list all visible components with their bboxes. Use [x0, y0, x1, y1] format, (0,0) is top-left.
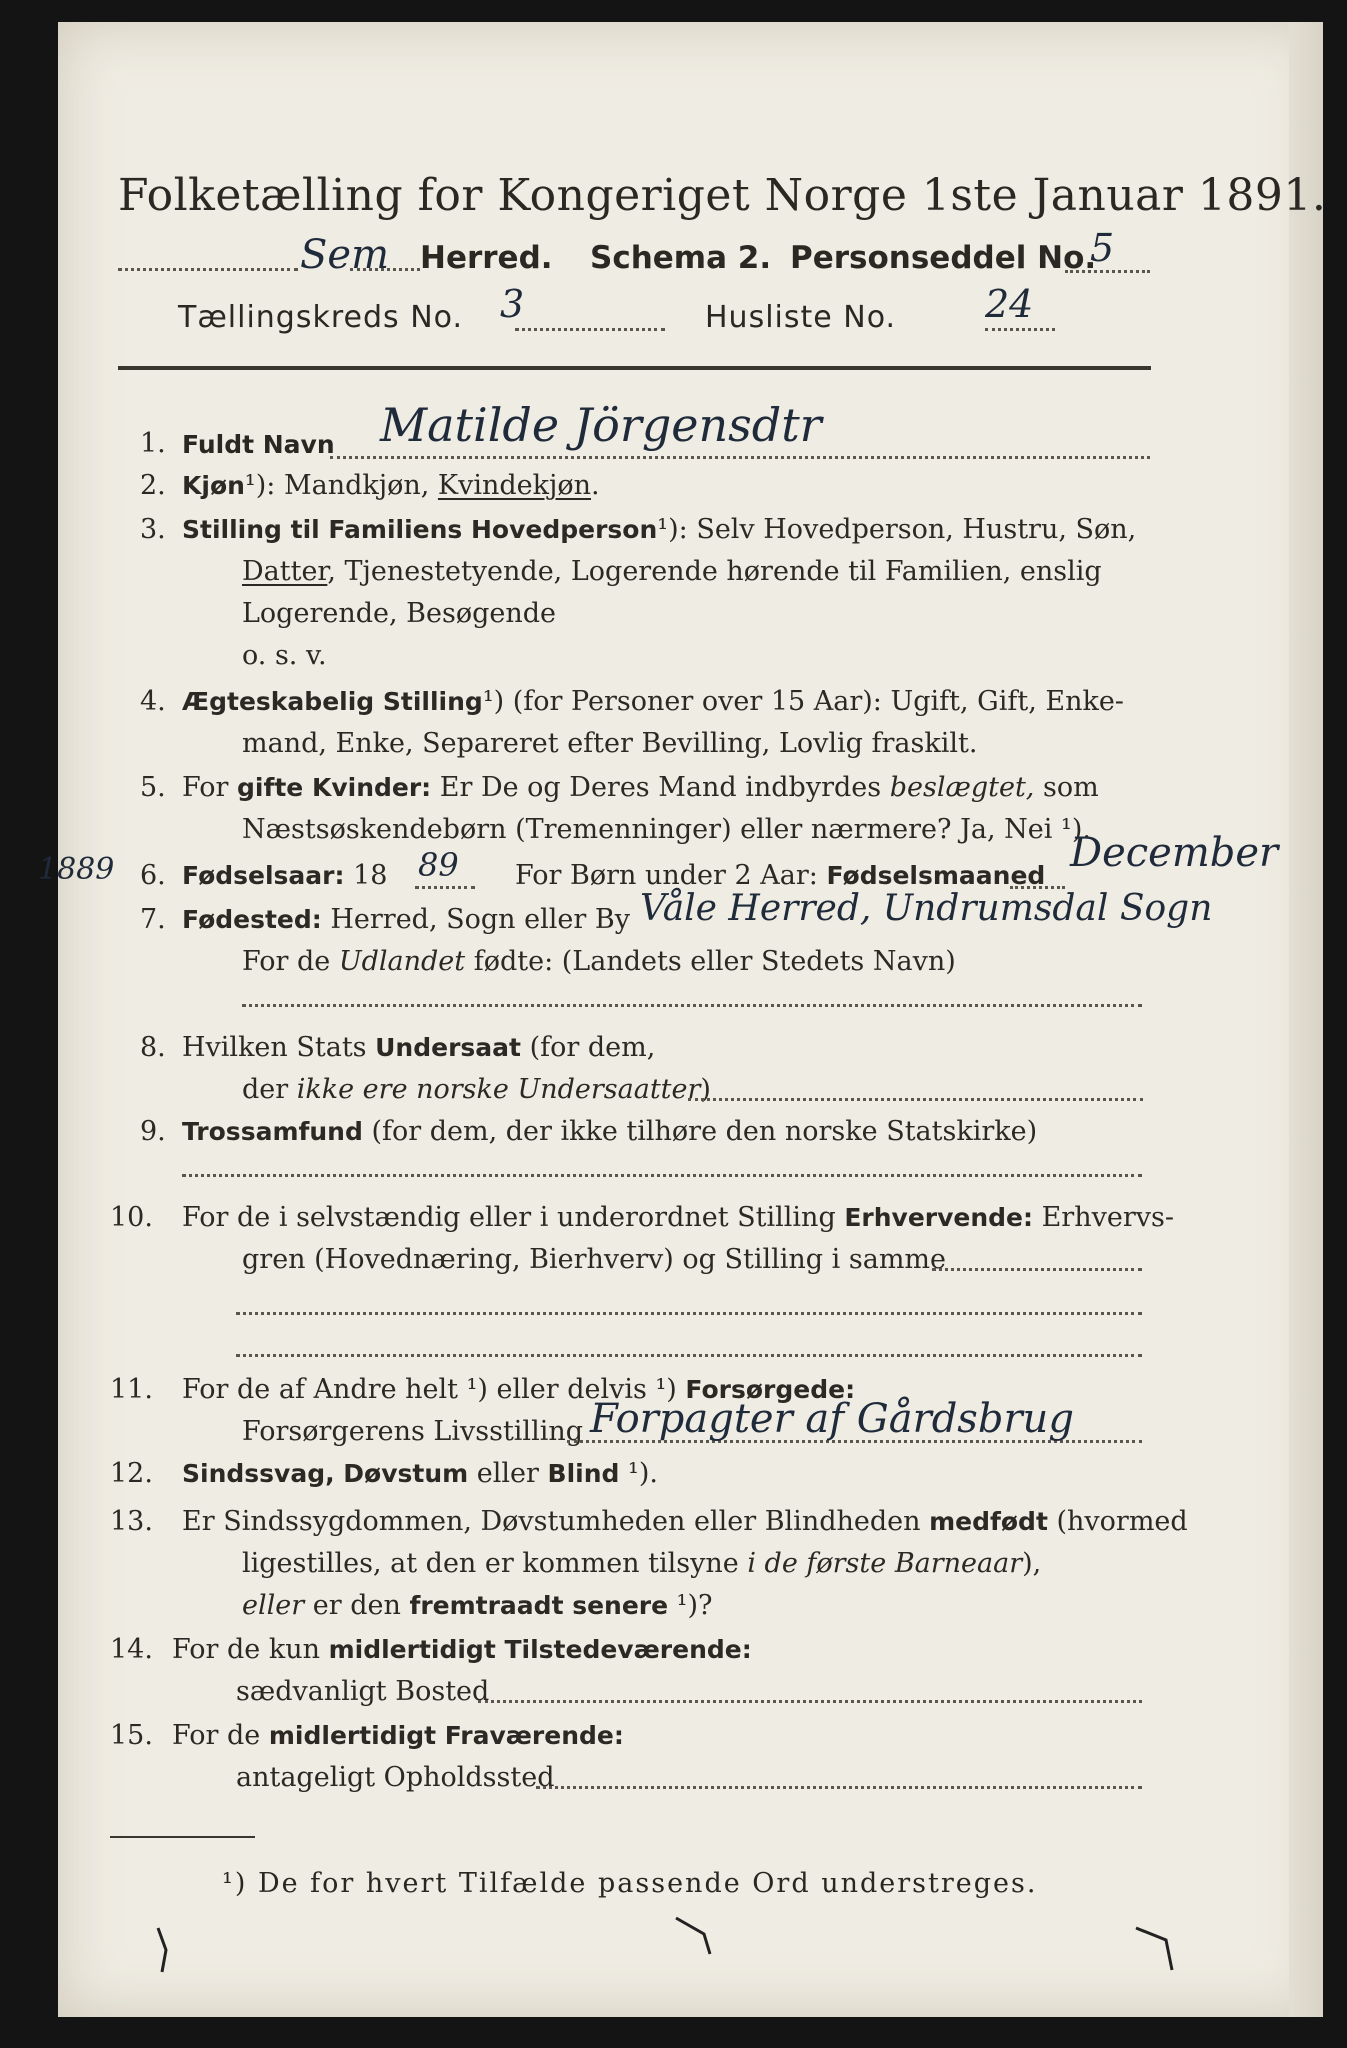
item-13-text-3c: ¹)?: [668, 1590, 713, 1621]
item-15-line-1: [172, 1720, 624, 1751]
item-12-number: 12.: [110, 1458, 153, 1489]
item-15-number: 15.: [110, 1720, 153, 1751]
footnote: ¹) De for hvert Tilfælde passende Ord understreges.: [222, 1868, 1038, 1899]
item-8-text-2b: ikke ere norske Undersaatter: [296, 1074, 701, 1105]
item-7-line-1: [182, 904, 630, 935]
item-7-label: Fødested:: [182, 905, 322, 934]
item-15-line-2: antageligt Opholdssted: [236, 1762, 555, 1793]
item-2-label: Kjøn: [182, 471, 245, 500]
item-13-number: 13.: [110, 1506, 153, 1537]
item-8-text-1a: Hvilken Stats: [182, 1032, 376, 1063]
item-4-line-2: mand, Enke, Separeret efter Bevilling, Lovlig fraskilt.: [242, 728, 978, 759]
item-6-label-group: [182, 860, 387, 891]
item-5-line-1: [182, 772, 1099, 803]
item-3-text-2: , Tjenestetyende, Logerende hørende til Familien, enslig: [327, 556, 1102, 587]
item-2-text-a: ¹): Mandkjøn,: [244, 470, 438, 501]
item-8-number: 8.: [140, 1032, 166, 1063]
item-5-line-2: Næstsøskendebørn (Tremenninger) eller nærmere? Ja, Nei ¹).: [242, 814, 1091, 845]
item-8-line-2: [242, 1074, 711, 1105]
item-6-label: Fødselsaar:: [182, 861, 345, 890]
item-8-text-2a: der: [242, 1074, 297, 1105]
item-4-label: Ægteskabelig Stilling: [182, 687, 483, 716]
item-10-dotted-line-1: [932, 1268, 1142, 1271]
item-10-line-2: gren (Hovednæring, Bierhverv) og Stilling i samme: [242, 1244, 947, 1275]
kreds-dotted-line: [515, 328, 665, 331]
item-4-text-1: ¹) (for Personer over 15 Aar): Ugift, Gift, Enke-: [482, 686, 1124, 717]
husliste-value: 24: [985, 282, 1034, 326]
form-title: Folketælling for Kongeriget Norge 1ste Januar 1891.: [118, 170, 1327, 221]
item-14-line-2: sædvanligt Bosted: [236, 1676, 490, 1707]
item-5-label: gifte Kvinder:: [237, 773, 432, 802]
item-7-value: Våle Herred, Undrumsdal Sogn: [640, 888, 1213, 929]
item-6-label2: Fødselsmaaned: [826, 861, 1046, 890]
item-11-value: Forpagter af Gårdsbrug: [590, 1396, 1074, 1442]
item-12-text-b: ¹).: [619, 1458, 658, 1489]
item-3-line-4: o. s. v.: [242, 640, 327, 671]
herred-dotted-line-2: [350, 268, 420, 271]
item-2-underlined-choice: Kvindekjøn: [437, 470, 592, 501]
item-13-text-2b: i de første Barneaar: [747, 1548, 1023, 1579]
item-13-line-1: [182, 1506, 1188, 1537]
item-6-dotted-line: [415, 886, 475, 889]
item-10-label: Erhvervende:: [844, 1203, 1034, 1232]
item-11-number: 11.: [110, 1374, 153, 1405]
item-13-line-2: [242, 1548, 1041, 1579]
item-2-number: 2.: [140, 470, 166, 501]
item-13-text-2c: ),: [1022, 1548, 1042, 1579]
item-9-number: 9.: [140, 1116, 166, 1147]
item-9-dotted-line: [182, 1174, 1142, 1177]
item-3-underlined-choice: Datter: [242, 556, 328, 587]
item-9-text: (for dem, der ikke tilhøre den norske Statskirke): [362, 1116, 1038, 1147]
item-13-label2: fremtraadt senere: [409, 1591, 669, 1620]
item-5-text-1a: For: [182, 772, 238, 803]
husliste-dotted-line: [985, 328, 1055, 331]
item-12-label-a: Sindssvag, Døvstum: [182, 1459, 469, 1488]
personseddel-value: 5: [1090, 226, 1115, 270]
item-6-value2: December: [1070, 830, 1279, 876]
item-8-line-1: [182, 1032, 655, 1063]
item-10-number: 10.: [110, 1202, 153, 1233]
item-3-line-1: [182, 514, 1136, 545]
item-13-line-3: [242, 1590, 713, 1621]
page-edge: [1289, 22, 1323, 2017]
item-13-text-2a: ligestilles, at den er kommen tilsyne: [242, 1548, 748, 1579]
header-rule: [118, 366, 1151, 370]
item-15-dotted-line: [536, 1786, 1142, 1789]
item-11-label: Forsørgede:: [685, 1375, 856, 1404]
item-4-number: 4.: [140, 686, 166, 717]
item-11-text-1a: For de af Andre helt ¹) eller delvis ¹): [182, 1374, 686, 1405]
item-9-line: [182, 1116, 1037, 1147]
item-5-number: 5.: [140, 772, 166, 803]
item-14-label: midlertidigt Tilstedeværende:: [328, 1635, 752, 1664]
item-1-number: 1.: [140, 428, 166, 459]
item-12-label-b: Blind: [547, 1459, 620, 1488]
item-14-text-1a: For de kun: [172, 1634, 329, 1665]
binding-mark-center: [670, 1910, 730, 1960]
husliste-label: Husliste No.: [705, 300, 897, 335]
item-2-period: .: [591, 470, 600, 501]
item-15-text-1a: For de: [172, 1720, 269, 1751]
herred-value: Sem: [300, 232, 390, 278]
item-9-label: Trossamfund: [182, 1117, 363, 1146]
item-7-text-2c: fødte: (Landets eller Stedets Navn): [465, 946, 956, 977]
footnote-rule: [110, 1836, 255, 1838]
item-6-number: 6.: [140, 860, 166, 891]
item-5-text-1b: Er De og Deres Mand indbyrdes: [431, 772, 890, 803]
item-13-text-1b: (hvormed: [1047, 1506, 1188, 1537]
item-7-text-2b: Udlandet: [338, 946, 466, 977]
item-13-text-3a: eller: [242, 1590, 305, 1621]
item-7-line-2: [242, 946, 956, 977]
item-3-label: Stilling til Familiens Hovedperson: [182, 515, 658, 544]
item-10-dotted-line-2: [236, 1312, 1142, 1315]
kreds-label: Tællingskreds No.: [178, 300, 463, 335]
item-10-dotted-line-3: [236, 1354, 1142, 1357]
item-13-text-3b: er den: [304, 1590, 410, 1621]
item-5-text-1c: beslægtet,: [889, 772, 1035, 803]
item-10-text-1b: Erhvervs-: [1033, 1202, 1174, 1233]
item-13-label: medfødt: [929, 1507, 1048, 1536]
item-6-prefix: 18: [344, 860, 388, 891]
item-3-line-2: [242, 556, 1102, 587]
item-3-text-1: ¹): Selv Hovedperson, Hustru, Søn,: [657, 514, 1137, 545]
item-4-line-1: [182, 686, 1124, 717]
item-14-dotted-line: [478, 1700, 1142, 1703]
item-10-line-1: [182, 1202, 1174, 1233]
personseddel-dotted-line: [1065, 270, 1150, 273]
item-1-dotted-line: [330, 456, 1150, 459]
item-8-dotted-line: [688, 1098, 1143, 1101]
item-6-value: 89: [418, 846, 459, 884]
item-1-value: Matilde Jörgensdtr: [380, 398, 822, 452]
herred-dotted-line: [118, 268, 298, 271]
item-3-number: 3.: [140, 514, 166, 545]
binding-mark-left: [150, 1920, 190, 1980]
personseddel-label: Personseddel No.: [790, 240, 1097, 276]
item-3-line-3: Logerende, Besøgende: [242, 598, 556, 629]
item-1-label: Fuldt Navn: [182, 430, 335, 459]
item-7-number: 7.: [140, 904, 166, 935]
item-8-label: Undersaat: [375, 1033, 521, 1062]
item-14-line-1: [172, 1634, 752, 1665]
item-13-text-1a: Er Sindssygdommen, Døvstumheden eller Blindheden: [182, 1506, 930, 1537]
item-10-text-1a: For de i selvstændig eller i underordnet Stilling: [182, 1202, 845, 1233]
item-15-label: midlertidigt Fraværende:: [268, 1721, 624, 1750]
item-5-text-1d: som: [1034, 772, 1099, 803]
item-6-text: For Børn under 2 Aar:: [515, 860, 827, 891]
schema-label: Schema 2.: [590, 240, 772, 276]
item-12-text: eller: [468, 1458, 548, 1489]
binding-mark-right: [1130, 1920, 1190, 1980]
item-8-text-1b: (for dem,: [520, 1032, 656, 1063]
item-14-number: 14.: [110, 1634, 153, 1665]
item-11-line-2: Forsørgerens Livsstilling: [242, 1416, 584, 1447]
herred-label: Herred.: [420, 240, 553, 276]
item-6-margin-note: 1889: [38, 852, 115, 887]
item-7-dotted-line: [242, 1004, 1142, 1007]
item-6-line-2: [515, 860, 1045, 891]
item-7-text-1: Herred, Sogn eller By: [321, 904, 630, 935]
kreds-value: 3: [500, 282, 525, 326]
item-12-line: [182, 1458, 658, 1489]
item-8-text-2c: ): [700, 1074, 711, 1105]
item-2-line: [182, 470, 600, 501]
item-7-text-2a: For de: [242, 946, 339, 977]
